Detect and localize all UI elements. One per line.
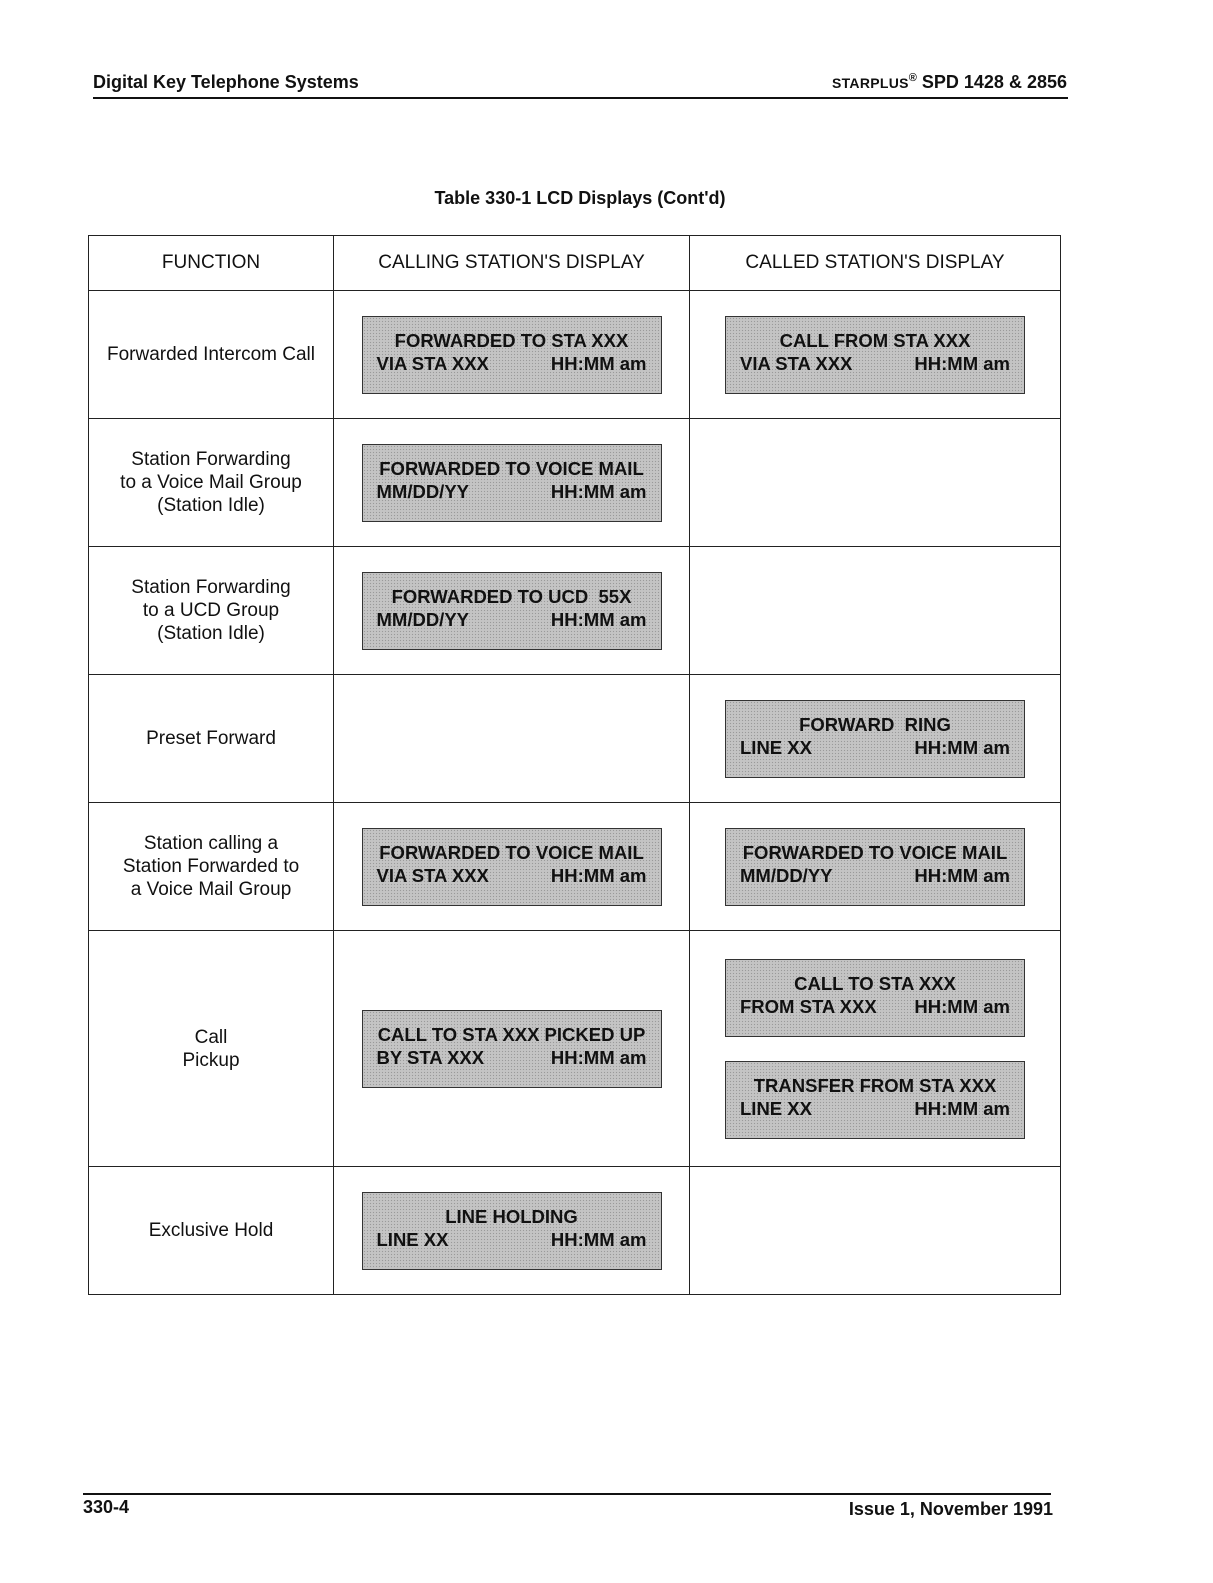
called-display-cell	[690, 1167, 1061, 1295]
lcd-line-2-right: HH:MM am	[550, 864, 647, 886]
lcd-line-1: FORWARDED TO VOICE MAIL	[742, 841, 1008, 863]
column-header-function: FUNCTION	[89, 236, 334, 291]
function-cell	[89, 675, 334, 803]
footer-rule	[83, 1493, 1051, 1495]
header-title: Digital Key Telephone Systems	[93, 72, 359, 92]
lcd-display	[362, 444, 662, 522]
lcd-display	[362, 828, 662, 906]
table-header-row	[89, 236, 1061, 291]
lcd-line-2-right: HH:MM am	[914, 995, 1010, 1017]
lcd-line-2	[377, 480, 647, 503]
function-cell	[89, 547, 334, 675]
calling-display-cell	[334, 931, 690, 1167]
lcd-display	[362, 572, 662, 650]
column-header-called: CALLED STATION'S DISPLAY	[690, 236, 1061, 291]
function-label: Call Pickup	[182, 1026, 240, 1071]
lcd-line-2-left: BY STA XXX	[376, 1046, 485, 1068]
header-product	[832, 72, 1067, 93]
lcd-line-2	[740, 864, 1010, 887]
function-label: Station Forwarding to a Voice Mail Group (Station Idle)	[120, 449, 302, 516]
function-label: Station Forwarding to a UCD Group (Station Idle)	[131, 577, 291, 644]
lcd-display	[362, 316, 662, 394]
function-cell	[89, 419, 334, 547]
lcd-line-1: CALL TO STA XXX	[794, 972, 956, 994]
lcd-display	[725, 316, 1025, 394]
function-cell	[89, 931, 334, 1167]
lcd-line-2-right: HH:MM am	[550, 352, 647, 374]
lcd-display	[362, 1010, 662, 1088]
calling-display-cell	[334, 291, 690, 419]
called-display-cell	[690, 291, 1061, 419]
lcd-line-2-left: VIA STA XXX	[376, 352, 489, 374]
lcd-line-2-right: HH:MM am	[550, 1228, 647, 1250]
called-display-cell	[690, 803, 1061, 931]
lcd-line-2-left: MM/DD/YY	[376, 480, 469, 502]
function-cell	[89, 803, 334, 931]
lcd-line-1: LINE HOLDING	[445, 1205, 578, 1227]
lcd-line-2-left: VIA STA XXX	[376, 864, 489, 886]
calling-display-cell	[334, 419, 690, 547]
column-header-calling: CALLING STATION'S DISPLAY	[334, 236, 690, 291]
called-display-stack	[690, 959, 1060, 1139]
lcd-line-1: FORWARDED TO UCD 55X	[391, 585, 632, 607]
lcd-line-2-left: MM/DD/YY	[740, 864, 833, 886]
issue-date: Issue 1, November 1991	[848, 1499, 1053, 1519]
table-row	[89, 931, 1061, 1167]
lcd-display	[725, 959, 1025, 1037]
lcd-line-2-right: HH:MM am	[550, 1046, 647, 1068]
called-display-stack	[690, 700, 1060, 778]
table-caption: Table 330-1 LCD Displays (Cont'd)	[434, 188, 726, 208]
lcd-line-2-left: FROM STA XXX	[740, 995, 877, 1017]
brand-name: STARPLUS	[831, 75, 909, 91]
lcd-line-2	[377, 608, 647, 631]
registered-mark: ®	[908, 72, 917, 84]
lcd-line-2-left: LINE XX	[376, 1228, 449, 1250]
lcd-line-1: FORWARD RING	[799, 713, 951, 735]
lcd-line-1: FORWARDED TO VOICE MAIL	[379, 457, 644, 479]
lcd-line-1: CALL FROM STA XXX	[779, 329, 971, 351]
header-rule	[93, 97, 1068, 99]
lcd-line-2	[377, 352, 647, 375]
table-row	[89, 803, 1061, 931]
lcd-line-2	[740, 736, 1010, 759]
function-label: Exclusive Hold	[148, 1220, 274, 1241]
function-label: Station calling a Station Forwarded to a Voice Mail Group	[122, 833, 300, 900]
calling-display-cell	[334, 1167, 690, 1295]
lcd-line-1: TRANSFER FROM STA XXX	[753, 1074, 997, 1096]
function-cell	[89, 291, 334, 419]
lcd-line-2-right: HH:MM am	[914, 736, 1010, 758]
page-number: 330-4	[83, 1497, 130, 1517]
lcd-line-2-right: HH:MM am	[914, 352, 1010, 374]
table-row	[89, 675, 1061, 803]
model-number: SPD 1428 & 2856	[921, 72, 1067, 92]
lcd-display	[725, 700, 1025, 778]
lcd-display	[725, 828, 1025, 906]
table-body	[89, 291, 1061, 1295]
called-display-cell	[690, 547, 1061, 675]
table-row	[89, 291, 1061, 419]
called-display-cell	[690, 675, 1061, 803]
calling-display-cell	[334, 675, 690, 803]
lcd-displays-table	[88, 235, 1061, 1295]
lcd-line-2-right: HH:MM am	[550, 608, 647, 630]
calling-display-cell	[334, 547, 690, 675]
function-label: Forwarded Intercom Call	[106, 344, 316, 365]
lcd-line-2-left: LINE XX	[740, 1097, 812, 1119]
table-row	[89, 547, 1061, 675]
function-label: Preset Forward	[146, 728, 276, 749]
lcd-display	[725, 1061, 1025, 1139]
lcd-line-1: FORWARDED TO VOICE MAIL	[379, 841, 644, 863]
lcd-line-2	[740, 1097, 1010, 1120]
lcd-display	[362, 1192, 662, 1270]
lcd-line-2	[740, 995, 1010, 1018]
table-row	[89, 419, 1061, 547]
calling-display-cell	[334, 803, 690, 931]
called-display-cell	[690, 419, 1061, 547]
lcd-line-2	[377, 864, 647, 887]
lcd-line-2-left: MM/DD/YY	[376, 608, 469, 630]
function-cell	[89, 1167, 334, 1295]
lcd-line-2	[377, 1228, 647, 1251]
called-display-stack	[690, 828, 1060, 906]
lcd-line-2	[377, 1046, 647, 1069]
lcd-line-2-right: HH:MM am	[914, 864, 1010, 886]
table-row	[89, 1167, 1061, 1295]
lcd-line-2	[740, 352, 1010, 375]
lcd-line-2-right: HH:MM am	[550, 480, 647, 502]
called-display-cell	[690, 931, 1061, 1167]
called-display-stack	[690, 316, 1060, 394]
lcd-line-2-left: LINE XX	[740, 736, 812, 758]
lcd-line-2-left: VIA STA XXX	[740, 352, 853, 374]
lcd-line-1: FORWARDED TO STA XXX	[394, 329, 629, 351]
lcd-line-2-right: HH:MM am	[914, 1097, 1010, 1119]
lcd-line-1: CALL TO STA XXX PICKED UP	[377, 1023, 646, 1045]
